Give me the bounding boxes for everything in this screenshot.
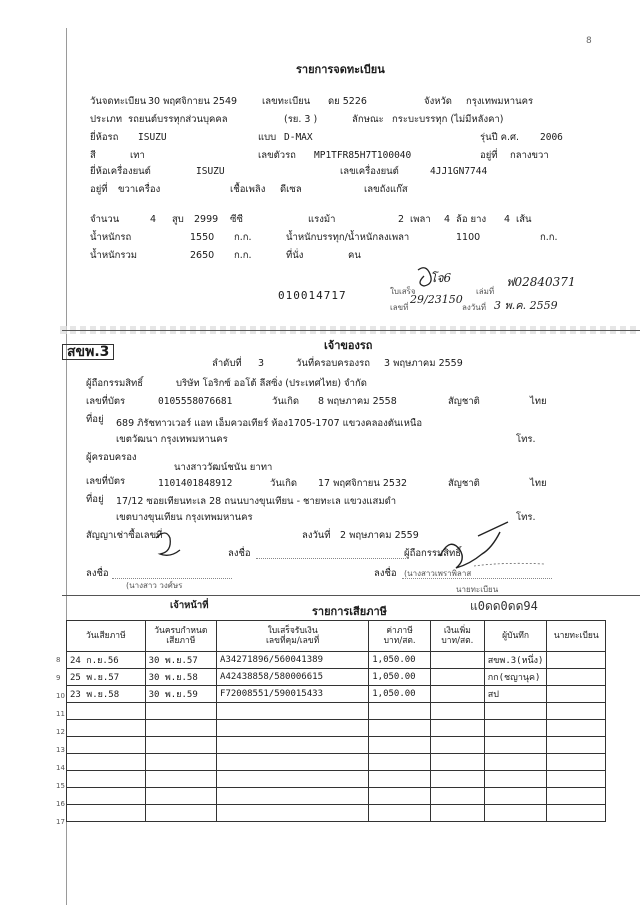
col-header-recorder: ผู้บันทึก	[484, 621, 547, 652]
tax-cell-due: 30 พ.ย.59	[145, 686, 216, 703]
lease-date: 2 พฤษภาคม 2559	[340, 530, 419, 541]
owner-title: เจ้าของรถ	[324, 339, 373, 352]
sign-label-3: ลงชื่อ	[374, 568, 397, 579]
sign-label-2: ลงชื่อ	[86, 568, 109, 579]
weight-label: น้ำหนักรถ	[90, 232, 132, 243]
tax-cell-recorder: สป	[484, 686, 547, 703]
model-label: แบบ	[258, 132, 277, 143]
registration-title: รายการจดทะเบียน	[296, 63, 385, 76]
tax-row-number: 17	[56, 818, 65, 826]
engine-cc: 2999	[194, 214, 219, 225]
gross-weight: 2650	[190, 250, 215, 261]
gross-label: น้ำหนักรวม	[90, 250, 138, 261]
engine-brand-label: ยี่ห้อเครื่องยนต์	[90, 166, 151, 177]
tires: 4	[504, 214, 511, 225]
possessor-dob: 17 พฤศจิกายน 2532	[318, 478, 408, 489]
tax-row-number: 8	[56, 656, 61, 664]
engine-loc-label: อยู่ที่	[90, 184, 108, 195]
reg-date: 30 พฤศจิกายน 2549	[148, 96, 238, 107]
receipt-label: ใบเสร็จ	[390, 287, 416, 296]
plate: ดย 5226	[328, 96, 367, 107]
owner-id-label: เลขที่บัตร	[86, 396, 126, 407]
tax-document-number: แ0ดด0ดด94	[470, 599, 538, 613]
tax-cell-paid: 24 ก.ย.56	[67, 652, 146, 669]
receipt-handwritten: โจ6	[430, 271, 452, 285]
load-unit: ก.ก.	[540, 232, 558, 243]
cyl-label: จำนวน	[90, 214, 120, 225]
possessor-address-line1: 17/12 ซอยเทียนทะเล 28 ถนนบางขุนเทียน - ชายทะเล แขวงแสมดำ	[116, 496, 397, 507]
year: 2006	[540, 132, 563, 143]
load-label: น้ำหนักบรรทุก/น้ำหนักลงเพลา	[286, 232, 410, 243]
possessor-id-label: เลขที่บัตร	[86, 476, 126, 487]
legal-owner-label: ผู้ถือกรรมสิทธิ์	[86, 378, 144, 389]
tax-cell-tax: 1,050.00	[369, 669, 431, 686]
tax-row-number: 13	[56, 746, 65, 754]
lease-date-label: ลงวันที่	[302, 530, 331, 541]
possess-date: 3 พฤษภาคม 2559	[384, 358, 463, 369]
reg-date-label: วันจดทะเบียน	[90, 96, 147, 107]
serial-number: 010014717	[278, 289, 347, 302]
possessor-address-line2: เขตบางขุนเทียน กรุงเทพมหานคร	[116, 512, 253, 523]
lessor-signature	[156, 533, 180, 555]
owner-dob: 8 พฤษภาคม 2558	[318, 396, 397, 407]
possessor-nationality: ไทย	[530, 478, 547, 489]
tax-title: รายการเสียภาษี	[312, 605, 387, 618]
color-label: สี	[90, 150, 96, 161]
tax-cell-tax: 1,050.00	[369, 652, 431, 669]
date-handwritten: 3 พ.ค. 2559	[494, 299, 558, 312]
year-label: รุ่นปี ค.ศ.	[480, 132, 520, 143]
vehicle-weight: 1550	[190, 232, 215, 243]
officer-name: (นางสาว วงศ์ษร	[126, 581, 183, 590]
booklet-handwritten: ฟ02840371	[506, 275, 576, 289]
brand: ISUZU	[138, 132, 167, 143]
tax-cell-receipt: A34271896/560041389	[217, 652, 369, 669]
possessor-name: นางสาววัฒน์ชนัน ยาทา	[174, 462, 273, 473]
wheel-unit: ล้อ ยาง	[456, 214, 487, 225]
witness-name: (นางสาวเพราพิลาส	[404, 569, 472, 578]
col-header-due-date: วันครบกำหนด เสียภาษี	[145, 621, 216, 652]
col-header-receipt: ใบเสร็จรับเงิน เลขที่คุม/เลขที่	[217, 621, 369, 652]
load-weight: 1100	[456, 232, 481, 243]
no-handwritten: 29/23150	[410, 293, 463, 306]
possess-date-label: วันที่ครอบครองรถ	[296, 358, 370, 369]
style-label: ลักษณะ	[352, 114, 384, 125]
page-number: 8	[586, 36, 592, 46]
col-header-surcharge: เงินเพิ่ม บาท/สต.	[430, 621, 484, 652]
col-header-tax: ค่าภาษี บาท/สต.	[369, 621, 431, 652]
tax-cell-paid: 25 พ.ย.57	[67, 669, 146, 686]
col-header-registrar: นายทะเบียน	[547, 621, 606, 652]
sign-label-1: ลงชื่อ	[228, 548, 251, 559]
cc-unit: ซีซี	[230, 214, 243, 225]
chassis-number: MP1TFR85H7T100040	[314, 150, 412, 161]
tax-row-number: 10	[56, 692, 65, 700]
owner-id: 0105558076681	[158, 396, 233, 407]
officer-header: เจ้าหน้าที่	[170, 600, 209, 611]
cyl-unit: สูบ	[172, 214, 184, 225]
owner-signature	[440, 522, 508, 568]
tax-cell-paid: 23 พ.ย.58	[67, 686, 146, 703]
tax-cell-tax: 1,050.00	[369, 686, 431, 703]
weight-unit: ก.ก.	[234, 232, 252, 243]
chassis-location: กลางขวา	[510, 150, 549, 161]
legal-owner: บริษัท โอริกซ์ ออโต้ ลีสซิ่ง (ประเทศไทย) จำกัด	[176, 378, 367, 389]
plate-label: เลขทะเบียน	[262, 96, 311, 107]
possessor-tel-label: โทร.	[516, 512, 536, 523]
order-number: 3	[258, 358, 265, 369]
possessor-addr-label: ที่อยู่	[86, 494, 104, 505]
form-code-stamp: สขพ.3	[62, 344, 114, 360]
brand-label: ยี่ห้อรถ	[90, 132, 119, 143]
receipt-signature	[418, 268, 431, 286]
color: เทา	[130, 150, 145, 161]
tax-row-number: 14	[56, 764, 65, 772]
seats-label: ที่นั่ง	[286, 250, 304, 261]
province-label: จังหวัด	[424, 96, 452, 107]
possessor-label: ผู้ครอบครอง	[86, 452, 137, 463]
tax-cell-recorder: สขพ.3(หนึ่ง)	[484, 652, 547, 669]
owner-tel-label: โทร.	[516, 434, 536, 445]
owner-addr-label: ที่อยู่	[86, 414, 104, 425]
tax-cell-due: 30 พ.ย.58	[145, 669, 216, 686]
witness-role: นายทะเบียน	[456, 585, 499, 594]
no-label: เลขที่	[390, 303, 409, 312]
tire-unit: เส้น	[516, 214, 532, 225]
fuel: ดีเซล	[280, 184, 302, 195]
axle-unit: เพลา	[410, 214, 431, 225]
owner-nat-label: สัญชาติ	[448, 396, 480, 407]
engine-location: ขวาเครื่อง	[118, 184, 161, 195]
owner-dob-label: วันเกิด	[272, 396, 299, 407]
booklet-label: เล่มที่	[476, 287, 495, 296]
engine-brand: ISUZU	[196, 166, 225, 177]
possessor-dob-label: วันเกิด	[270, 478, 297, 489]
model: D-MAX	[284, 132, 313, 143]
gross-unit: ก.ก.	[234, 250, 252, 261]
chassis-loc-label: อยู่ที่	[480, 150, 498, 161]
possessor-id: 1101401848912	[158, 478, 233, 489]
hp-label: แรงม้า	[308, 214, 336, 225]
fuel-label: เชื้อเพลิง	[230, 184, 266, 195]
order-label: ลำดับที่	[212, 358, 242, 369]
possessor-nat-label: สัญชาติ	[448, 478, 480, 489]
tax-row-number: 11	[56, 710, 65, 718]
type-label: ประเภท	[90, 114, 123, 125]
owner-address-line2: เขตวัฒนา กรุงเทพมหานคร	[116, 434, 228, 445]
seats-unit: คน	[348, 250, 361, 261]
wheels: 4	[444, 214, 451, 225]
gas-tank-label: เลขถังแก๊ส	[364, 184, 408, 195]
date-label: ลงวันที่	[462, 303, 487, 312]
vehicle-style: กระบะบรรทุก (ไม่มีหลังคา)	[392, 114, 504, 125]
axles: 2	[398, 214, 405, 225]
stamp-scribble	[474, 563, 544, 566]
vehicle-type: รถยนต์บรรทุกส่วนบุคคล	[128, 114, 228, 125]
type-code: (รย. 3 )	[284, 114, 318, 125]
tax-row-number: 9	[56, 674, 61, 682]
province: กรุงเทพมหานคร	[466, 96, 534, 107]
sign-owner-label: ผู้ถือกรรมสิทธิ์	[404, 548, 462, 559]
lease-label: สัญญาเช่าซื้อเลขที่	[86, 530, 163, 541]
tax-cell-recorder: กก(ชญานุค)	[484, 669, 547, 686]
chassis-label: เลขตัวรถ	[258, 150, 296, 161]
tax-cell-receipt: F72008551/590015433	[217, 686, 369, 703]
tax-cell-receipt: A42438858/580006615	[217, 669, 369, 686]
engine-number: 4JJ1GN7744	[430, 166, 488, 177]
owner-nationality: ไทย	[530, 396, 547, 407]
tax-row-number: 12	[56, 728, 65, 736]
col-header-paid-date: วันเสียภาษี	[67, 621, 146, 652]
tax-row-number: 16	[56, 800, 65, 808]
tax-cell-due: 30 พ.ย.57	[145, 652, 216, 669]
engine-no-label: เลขเครื่องยนต์	[340, 166, 399, 177]
tax-row-number: 15	[56, 782, 65, 790]
cylinder-count: 4	[150, 214, 157, 225]
owner-address-line1: 689 ภิรัชทาวเวอร์ แอท เอ็มควอเทียร์ ห้อง1705-1707 แขวงคลองตันเหนือ	[116, 418, 423, 429]
